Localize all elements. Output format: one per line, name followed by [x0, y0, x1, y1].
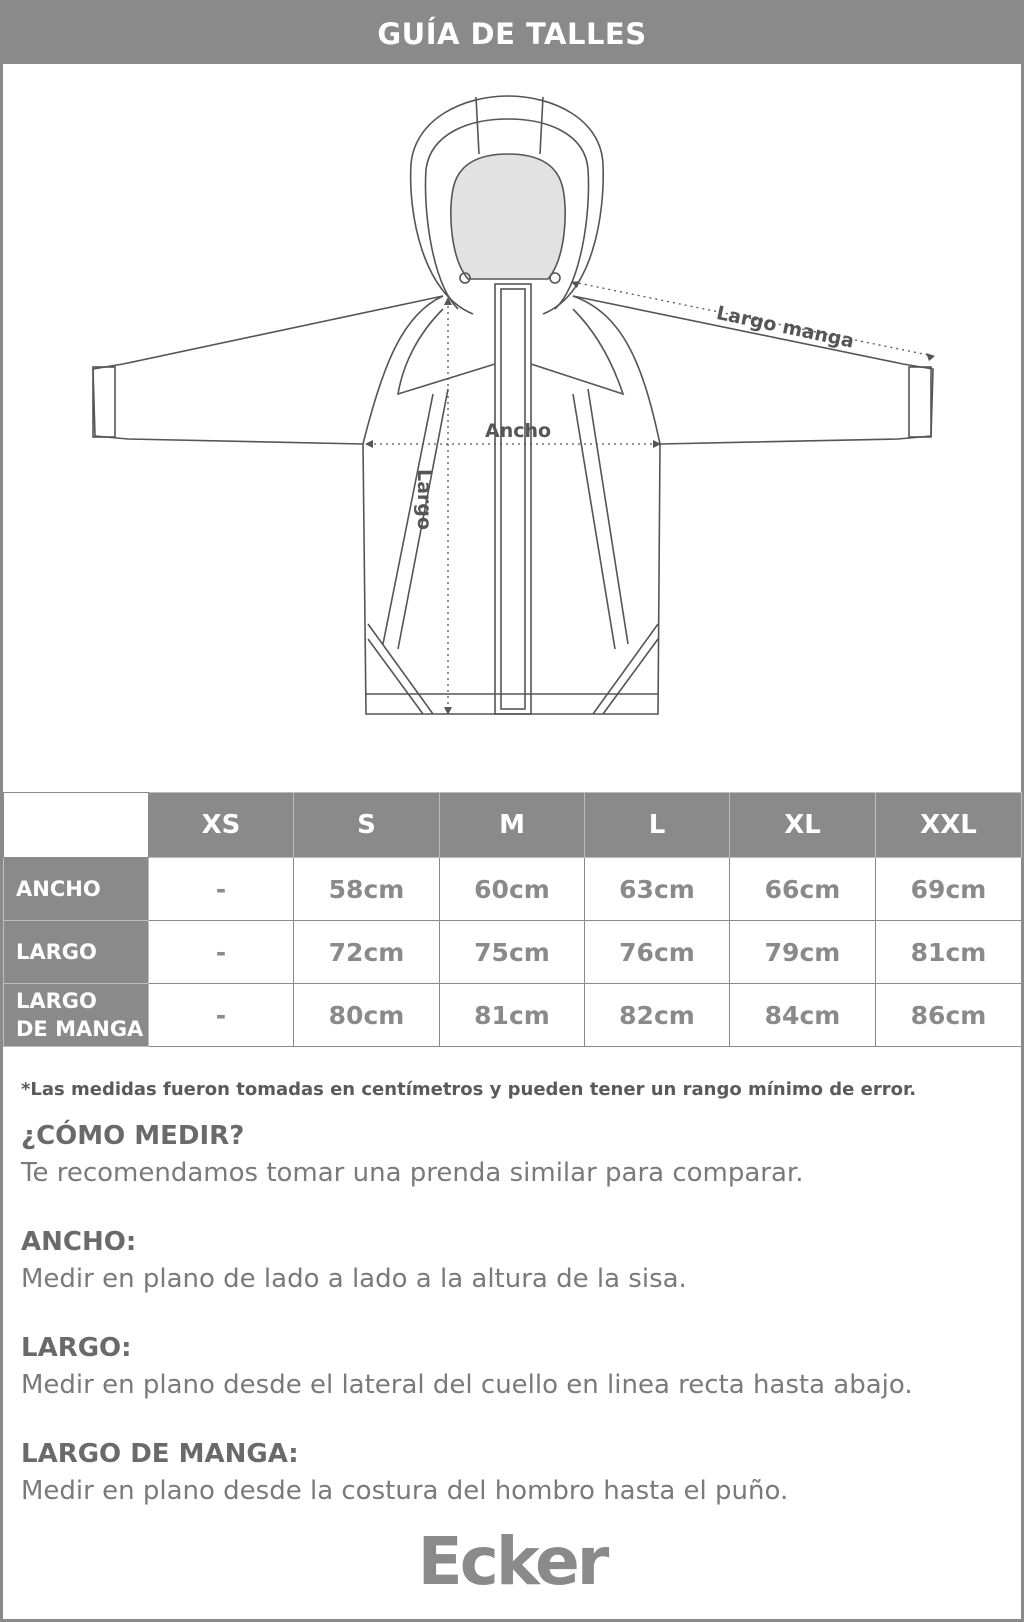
measurement-note: *Las medidas fueron tomadas en centímetros y pueden tener un rango mínimo de error.: [21, 1079, 917, 1100]
table-cell: -: [149, 858, 294, 921]
section-text-largo: Medir en plano desde el lateral del cuello en linea recta hasta abajo.: [21, 1370, 913, 1400]
size-table-wrap: [3, 792, 1021, 1047]
size-l: L: [585, 793, 730, 858]
table-cell: 79cm: [730, 921, 876, 984]
label-sleeve: Largo manga: [714, 302, 857, 353]
row-label-ancho: ANCHO: [4, 858, 149, 921]
row-label-largo-manga: [4, 984, 149, 1047]
size-header-row: [4, 793, 1022, 858]
table-row: [4, 921, 1022, 984]
table-cell: 75cm: [440, 921, 585, 984]
label-width: Ancho: [485, 420, 552, 442]
size-table: [3, 792, 1022, 1047]
section-text-ancho: Medir en plano de lado a lado a la altura de la sisa.: [21, 1264, 687, 1294]
label-length: Largo: [413, 469, 435, 530]
table-cell: 72cm: [294, 921, 440, 984]
table-cell: 84cm: [730, 984, 876, 1047]
table-row: [4, 858, 1022, 921]
brand-logo: Ecker: [417, 1523, 607, 1600]
table-cell: 63cm: [585, 858, 730, 921]
size-s: S: [294, 793, 440, 858]
section-text-how: Te recomendamos tomar una prenda similar para comparar.: [21, 1158, 804, 1188]
table-cell: 81cm: [440, 984, 585, 1047]
section-title-how: ¿CÓMO MEDIR?: [21, 1121, 245, 1151]
table-cell: 80cm: [294, 984, 440, 1047]
table-cell: -: [149, 921, 294, 984]
table-cell: 60cm: [440, 858, 585, 921]
table-cell: 86cm: [876, 984, 1022, 1047]
row-label-line1: LARGO: [16, 989, 97, 1013]
size-xxl: XXL: [876, 793, 1022, 858]
table-cell: 82cm: [585, 984, 730, 1047]
table-cell: 58cm: [294, 858, 440, 921]
size-m: M: [440, 793, 585, 858]
table-cell: -: [149, 984, 294, 1047]
corner-cell: [4, 793, 149, 858]
table-cell: 66cm: [730, 858, 876, 921]
size-xs: XS: [149, 793, 294, 858]
row-label-line2: DE MANGA: [16, 1017, 144, 1041]
section-title-manga: LARGO DE MANGA:: [21, 1439, 299, 1469]
table-cell: 76cm: [585, 921, 730, 984]
table-cell: 69cm: [876, 858, 1022, 921]
section-text-manga: Medir en plano desde la costura del hombro hasta el puño.: [21, 1476, 789, 1506]
size-xl: XL: [730, 793, 876, 858]
row-label-largo: LARGO: [4, 921, 149, 984]
table-row: [4, 984, 1022, 1047]
jacket-illustration: [3, 64, 1021, 792]
table-cell: 81cm: [876, 921, 1022, 984]
section-title-ancho: ANCHO:: [21, 1227, 137, 1257]
guide-title: GUÍA DE TALLES: [3, 3, 1021, 64]
section-title-largo: LARGO:: [21, 1333, 132, 1363]
